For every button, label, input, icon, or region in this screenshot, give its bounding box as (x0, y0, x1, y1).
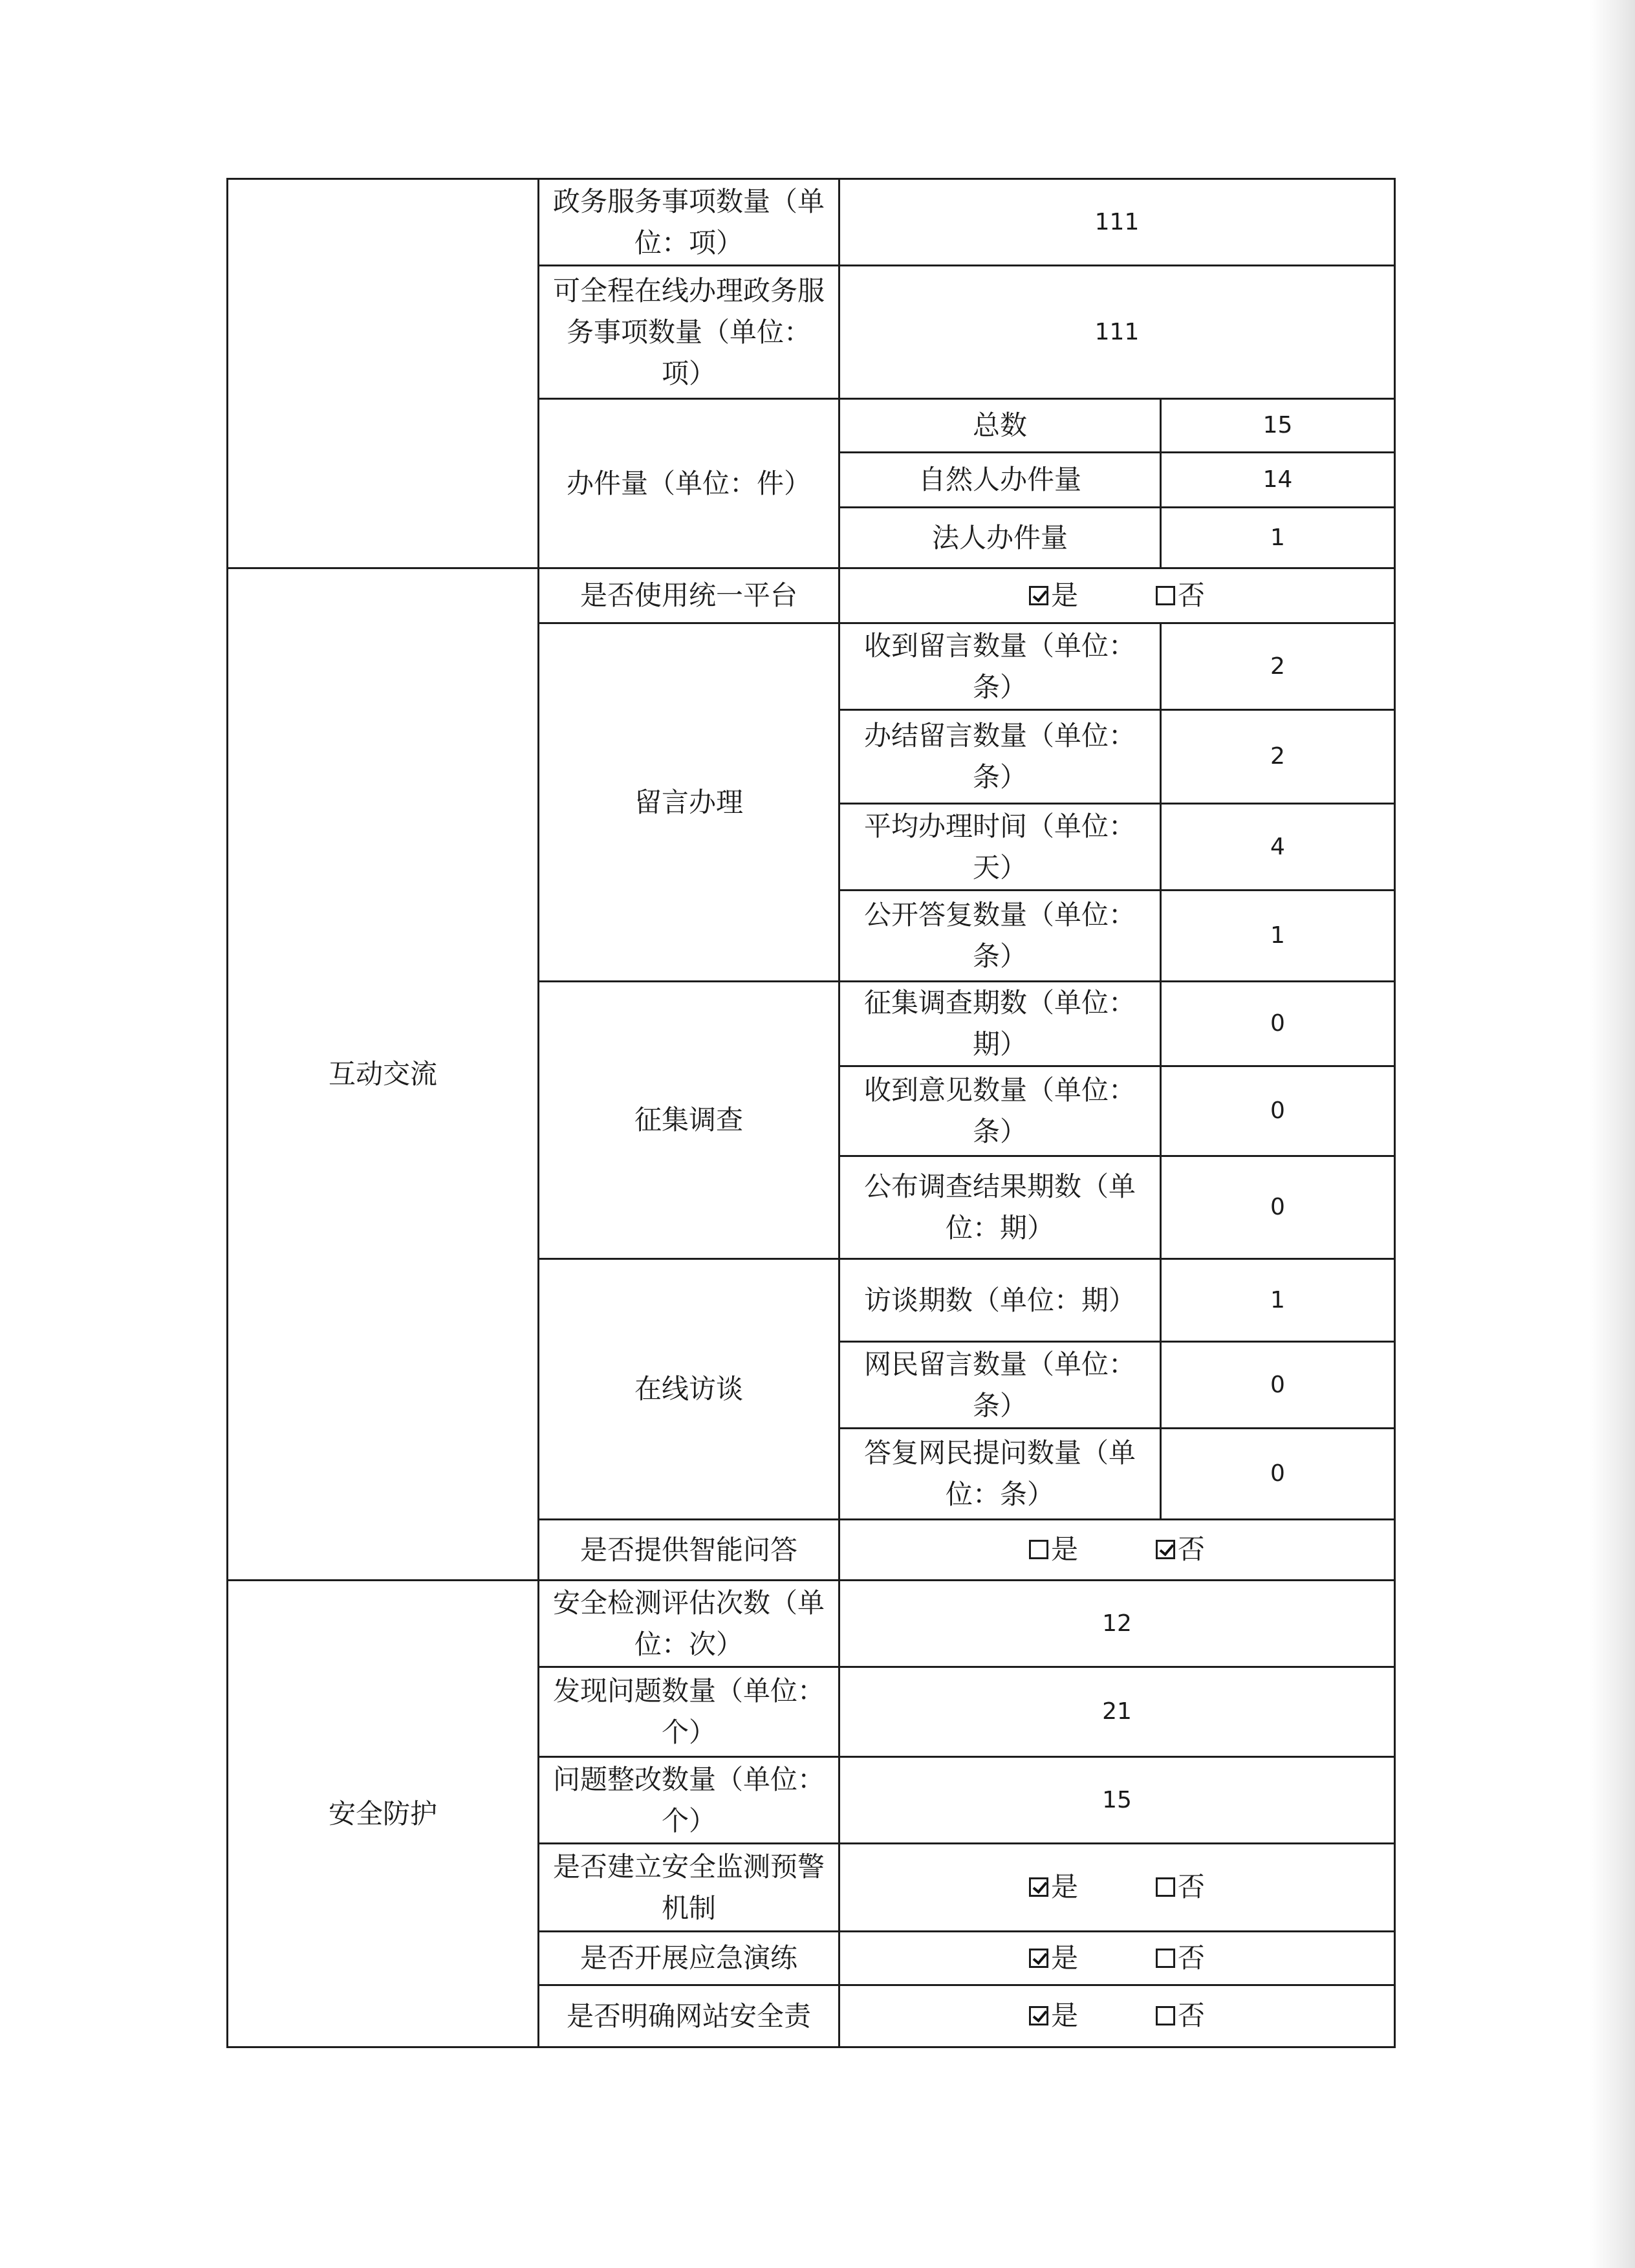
checkbox-icon (1029, 2006, 1048, 2025)
sub-label: 法人办件量 (839, 508, 1161, 568)
report-table (226, 178, 1396, 2048)
sub-label: 平均办理时间（单位：天） (839, 804, 1161, 891)
table-row (228, 1581, 1395, 1667)
section-cell-empty (228, 179, 539, 568)
sub-label: 收到意见数量（单位：条） (839, 1066, 1161, 1156)
scan-edge-shadow (1590, 0, 1635, 2268)
row-value: 15 (839, 1757, 1395, 1844)
row-label: 问题整改数量（单位：个） (539, 1757, 839, 1844)
sub-value: 14 (1161, 453, 1395, 508)
checkbox-icon (1156, 586, 1175, 605)
checkbox-icon (1029, 1540, 1048, 1559)
option-label: 是 (1050, 1533, 1078, 1565)
group-label: 在线访谈 (539, 1259, 839, 1520)
sub-value: 1 (1161, 508, 1395, 568)
option-yes (1029, 1529, 1078, 1570)
option-label: 是 (1050, 1871, 1078, 1903)
sub-value: 0 (1161, 1342, 1395, 1429)
option-label: 否 (1178, 1871, 1206, 1903)
row-value: 111 (839, 266, 1395, 399)
row-label: 是否提供智能问答 (539, 1520, 839, 1581)
sub-value: 0 (1161, 1156, 1395, 1259)
sub-label: 办结留言数量（单位：条） (839, 710, 1161, 804)
sub-value: 2 (1161, 710, 1395, 804)
sub-value: 1 (1161, 1259, 1395, 1342)
checkbox-icon (1156, 2006, 1175, 2025)
group-label: 办件量（单位：件） (539, 399, 839, 568)
table-row (228, 568, 1395, 623)
row-label: 是否明确网站安全责 (539, 1985, 839, 2047)
sub-label: 公布调查结果期数（单位：期） (839, 1156, 1161, 1259)
row-label: 是否开展应急演练 (539, 1932, 839, 1985)
checkbox-icon (1029, 1949, 1048, 1968)
sub-label: 收到留言数量（单位：条） (839, 623, 1161, 710)
option-label: 是 (1050, 579, 1078, 611)
option-yes (1029, 575, 1078, 616)
sub-label: 征集调查期数（单位：期） (839, 982, 1161, 1066)
row-value: 21 (839, 1667, 1395, 1757)
row-value: 12 (839, 1581, 1395, 1667)
option-label: 否 (1178, 579, 1206, 611)
option-label: 否 (1178, 1941, 1206, 1974)
sub-label: 网民留言数量（单位：条） (839, 1342, 1161, 1429)
option-label: 是 (1050, 2000, 1078, 2031)
row-label: 是否建立安全监测预警机制 (539, 1844, 839, 1932)
section-label: 互动交流 (228, 568, 539, 1581)
option-yes (1029, 1866, 1078, 1908)
checkbox-icon (1156, 1540, 1175, 1559)
sub-label: 总数 (839, 399, 1161, 453)
option-no (1156, 1866, 1205, 1908)
sub-label: 自然人办件量 (839, 453, 1161, 508)
table-row (228, 179, 1395, 266)
sub-value: 15 (1161, 399, 1395, 453)
row-label: 可全程在线办理政务服务事项数量（单位：项） (539, 266, 839, 399)
sub-value: 0 (1161, 1066, 1395, 1156)
sub-label: 访谈期数（单位：期） (839, 1259, 1161, 1342)
row-label: 发现问题数量（单位：个） (539, 1667, 839, 1757)
row-label: 政务服务事项数量（单位：项） (539, 179, 839, 266)
option-yes (1029, 1938, 1078, 1979)
option-label: 是 (1050, 1941, 1078, 1974)
option-label: 否 (1178, 1533, 1206, 1565)
sub-value: 4 (1161, 804, 1395, 891)
yes-no-options (839, 1932, 1395, 1985)
row-label: 是否使用统一平台 (539, 568, 839, 623)
sub-value: 2 (1161, 623, 1395, 710)
option-label: 否 (1178, 2000, 1206, 2031)
group-label: 征集调查 (539, 982, 839, 1259)
yes-no-options (839, 1985, 1395, 2047)
option-no (1156, 1529, 1205, 1570)
option-yes (1029, 1995, 1078, 2036)
sub-value: 1 (1161, 891, 1395, 982)
group-label: 留言办理 (539, 623, 839, 982)
sub-value: 0 (1161, 982, 1395, 1066)
sub-label: 公开答复数量（单位：条） (839, 891, 1161, 982)
row-label: 安全检测评估次数（单位：次） (539, 1581, 839, 1667)
sub-value: 0 (1161, 1429, 1395, 1520)
option-no (1156, 1995, 1205, 2036)
option-no (1156, 1938, 1205, 1979)
yes-no-options (839, 568, 1395, 623)
option-no (1156, 575, 1205, 616)
row-value: 111 (839, 179, 1395, 266)
sub-label: 答复网民提问数量（单位：条） (839, 1429, 1161, 1520)
checkbox-icon (1029, 586, 1048, 605)
checkbox-icon (1156, 1949, 1175, 1968)
checkbox-icon (1156, 1877, 1175, 1897)
yes-no-options (839, 1844, 1395, 1932)
checkbox-icon (1029, 1877, 1048, 1897)
section-label: 安全防护 (228, 1581, 539, 2047)
yes-no-options (839, 1520, 1395, 1581)
